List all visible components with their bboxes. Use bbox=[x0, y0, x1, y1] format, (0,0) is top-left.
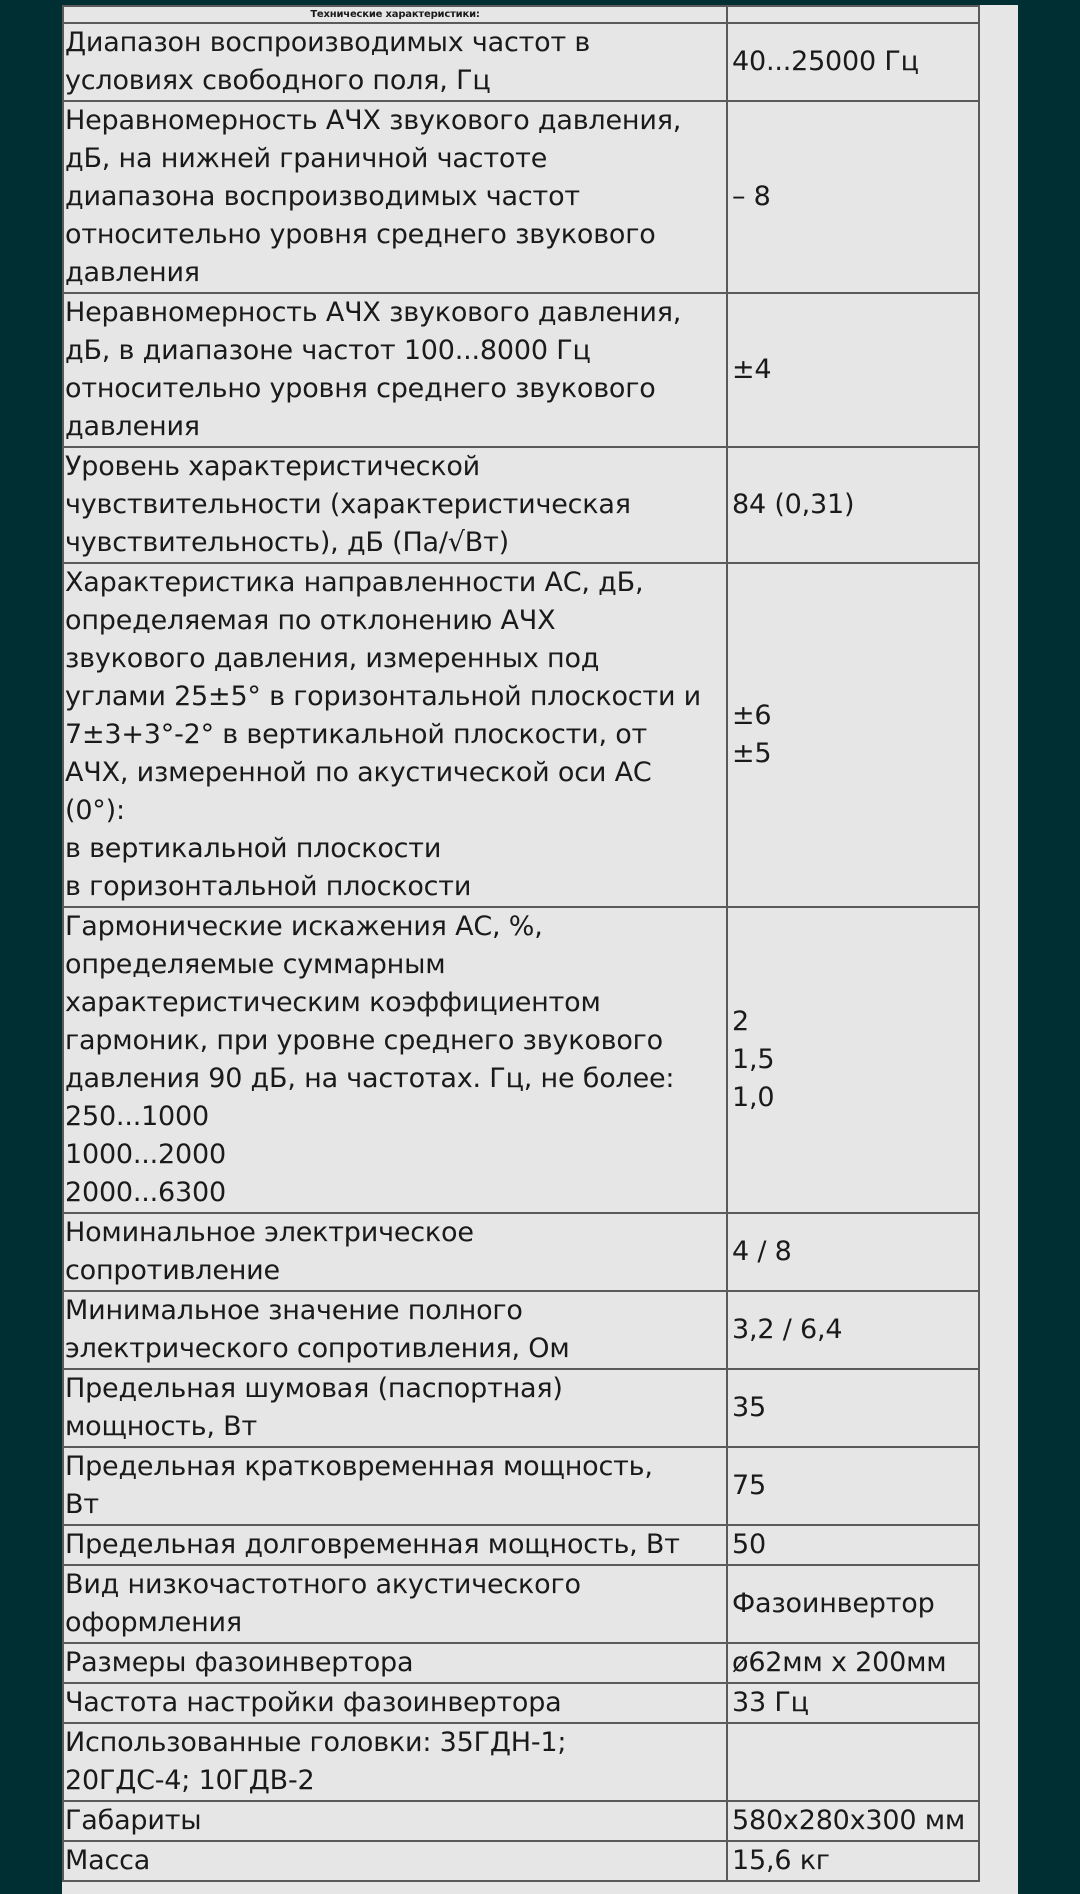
param-line: Размеры фазоинвертора bbox=[65, 1647, 414, 1678]
param-line: в горизонтальной плоскости bbox=[65, 871, 472, 902]
param-line: чувствительности (характеристическая bbox=[65, 489, 631, 520]
param-line: условиях свободного поля, Гц bbox=[65, 65, 491, 96]
param-cell bbox=[63, 1723, 727, 1801]
param-line: Минимальное значение полного bbox=[65, 1295, 523, 1326]
param-line: 1000...2000 bbox=[65, 1139, 226, 1170]
value-cell bbox=[727, 1291, 979, 1369]
table-row bbox=[63, 563, 979, 907]
value-cell bbox=[727, 563, 979, 907]
param-line: Неравномерность АЧХ звукового давления, bbox=[65, 105, 682, 136]
param-line: оформления bbox=[65, 1607, 242, 1638]
value-cell bbox=[727, 1643, 979, 1683]
param-line: давления 90 дБ, на частотах. Гц, не более: bbox=[65, 1063, 675, 1094]
param-cell bbox=[63, 1565, 727, 1643]
value-line: ±4 bbox=[732, 354, 772, 385]
value-line: 35 bbox=[732, 1392, 766, 1423]
param-cell bbox=[63, 1291, 727, 1369]
table-row bbox=[63, 1801, 979, 1841]
table-row bbox=[63, 1369, 979, 1447]
value-cell bbox=[727, 1525, 979, 1565]
param-line: дБ, на нижней граничной частоте bbox=[65, 143, 548, 174]
table-row bbox=[63, 1723, 979, 1801]
table-row bbox=[63, 1841, 979, 1881]
param-cell bbox=[63, 1447, 727, 1525]
param-line: углами 25±5° в горизонтальной плоскости и bbox=[65, 681, 702, 712]
param-cell bbox=[63, 1801, 727, 1841]
value-cell bbox=[727, 293, 979, 447]
param-line: давления bbox=[65, 411, 200, 442]
value-cell bbox=[727, 907, 979, 1213]
param-cell bbox=[63, 907, 727, 1213]
param-line: Использованные головки: 35ГДН-1; bbox=[65, 1727, 567, 1758]
table-row bbox=[63, 1291, 979, 1369]
param-line: Масса bbox=[65, 1845, 151, 1876]
value-cell bbox=[727, 447, 979, 563]
table-row bbox=[63, 447, 979, 563]
param-line: 2000...6300 bbox=[65, 1177, 226, 1208]
value-line: ±6 bbox=[732, 700, 772, 731]
param-cell bbox=[63, 293, 727, 447]
param-line: 250...1000 bbox=[65, 1101, 209, 1132]
param-line: Частота настройки фазоинвертора bbox=[65, 1687, 562, 1718]
param-line: Габариты bbox=[65, 1805, 202, 1836]
param-cell bbox=[63, 447, 727, 563]
param-line: электрического сопротивления, Ом bbox=[65, 1333, 570, 1364]
value-cell bbox=[727, 1723, 979, 1801]
value-cell bbox=[727, 101, 979, 293]
table-header-row bbox=[63, 6, 979, 23]
param-line: Гармонические искажения АС, %, bbox=[65, 911, 543, 942]
table-header-title: Технические характеристики: bbox=[63, 6, 727, 23]
param-line: относительно уровня среднего звукового bbox=[65, 373, 656, 404]
table-header-empty-cell bbox=[727, 6, 979, 23]
table-row bbox=[63, 1525, 979, 1565]
value-cell bbox=[727, 1565, 979, 1643]
param-cell bbox=[63, 1841, 727, 1881]
table-row bbox=[63, 1447, 979, 1525]
value-line: Фазоинвертор bbox=[732, 1588, 935, 1619]
table-row bbox=[63, 1213, 979, 1291]
param-cell bbox=[63, 1683, 727, 1723]
param-line: определяемые суммарным bbox=[65, 949, 446, 980]
param-cell bbox=[63, 1525, 727, 1565]
param-line: Характеристика направленности АС, дБ, bbox=[65, 567, 644, 598]
table-row bbox=[63, 907, 979, 1213]
param-line: диапазона воспроизводимых частот bbox=[65, 181, 580, 212]
param-line: гармоник, при уровне среднего звукового bbox=[65, 1025, 663, 1056]
value-line: ±5 bbox=[732, 738, 772, 769]
param-line: Вт bbox=[65, 1489, 99, 1520]
param-line: 7±3+3°-2° в вертикальной плоскости, от bbox=[65, 719, 648, 750]
param-line: Вид низкочастотного акустического bbox=[65, 1569, 581, 1600]
value-line: 84 (0,31) bbox=[732, 489, 855, 520]
param-line: определяемая по отклонению АЧХ bbox=[65, 605, 556, 636]
value-line: 1,0 bbox=[732, 1082, 775, 1113]
param-cell bbox=[63, 23, 727, 101]
param-line: АЧХ, измеренной по акустической оси АС bbox=[65, 757, 652, 788]
param-cell bbox=[63, 563, 727, 907]
param-line: Предельная долговременная мощность, Вт bbox=[65, 1529, 680, 1560]
param-line: Предельная шумовая (паспортная) bbox=[65, 1373, 563, 1404]
table-row bbox=[63, 1683, 979, 1723]
param-line: мощность, Вт bbox=[65, 1411, 257, 1442]
value-cell bbox=[727, 1683, 979, 1723]
param-line: 20ГДС-4; 10ГДВ-2 bbox=[65, 1765, 315, 1796]
value-cell bbox=[727, 1801, 979, 1841]
table-row bbox=[63, 1565, 979, 1643]
value-line: 4 / 8 bbox=[732, 1236, 792, 1267]
param-line: характеристическим коэффициентом bbox=[65, 987, 601, 1018]
value-cell bbox=[727, 1213, 979, 1291]
param-line: в вертикальной плоскости bbox=[65, 833, 442, 864]
param-line: чувствительность), дБ (Па/√Вт) bbox=[65, 527, 509, 558]
param-line: Неравномерность АЧХ звукового давления, bbox=[65, 297, 682, 328]
param-line: Уровень характеристической bbox=[65, 451, 481, 482]
value-line: 75 bbox=[732, 1470, 766, 1501]
param-line: дБ, в диапазоне частот 100...8000 Гц bbox=[65, 335, 591, 366]
param-cell bbox=[63, 101, 727, 293]
table-row bbox=[63, 293, 979, 447]
param-line: Предельная кратковременная мощность, bbox=[65, 1451, 653, 1482]
specs-table bbox=[62, 5, 980, 1882]
value-cell bbox=[727, 23, 979, 101]
param-line: относительно уровня среднего звукового bbox=[65, 219, 656, 250]
value-cell bbox=[727, 1841, 979, 1881]
param-line: сопротивление bbox=[65, 1255, 280, 1286]
param-cell bbox=[63, 1643, 727, 1683]
table-row bbox=[63, 101, 979, 293]
value-line: 580x280x300 мм bbox=[732, 1805, 966, 1836]
value-line: 33 Гц bbox=[732, 1687, 809, 1718]
param-cell bbox=[63, 1369, 727, 1447]
value-cell bbox=[727, 1447, 979, 1525]
table-row bbox=[63, 1643, 979, 1683]
param-line: (0°): bbox=[65, 795, 125, 826]
param-cell bbox=[63, 1213, 727, 1291]
value-line: 3,2 / 6,4 bbox=[732, 1314, 843, 1345]
value-line: 50 bbox=[732, 1529, 766, 1560]
param-line: Диапазон воспроизводимых частот в bbox=[65, 27, 591, 58]
spec-sheet bbox=[62, 5, 1018, 1894]
value-line: – 8 bbox=[732, 181, 771, 212]
value-line: 1,5 bbox=[732, 1044, 775, 1075]
value-cell bbox=[727, 1369, 979, 1447]
param-line: давления bbox=[65, 257, 200, 288]
value-line: 2 bbox=[732, 1006, 749, 1037]
table-row bbox=[63, 23, 979, 101]
value-line: 15,6 кг bbox=[732, 1845, 830, 1876]
value-line: 40...25000 Гц bbox=[732, 46, 919, 77]
value-line: ø62мм x 200мм bbox=[732, 1647, 947, 1678]
param-line: звукового давления, измеренных под bbox=[65, 643, 600, 674]
param-line: Номинальное электрическое bbox=[65, 1217, 474, 1248]
